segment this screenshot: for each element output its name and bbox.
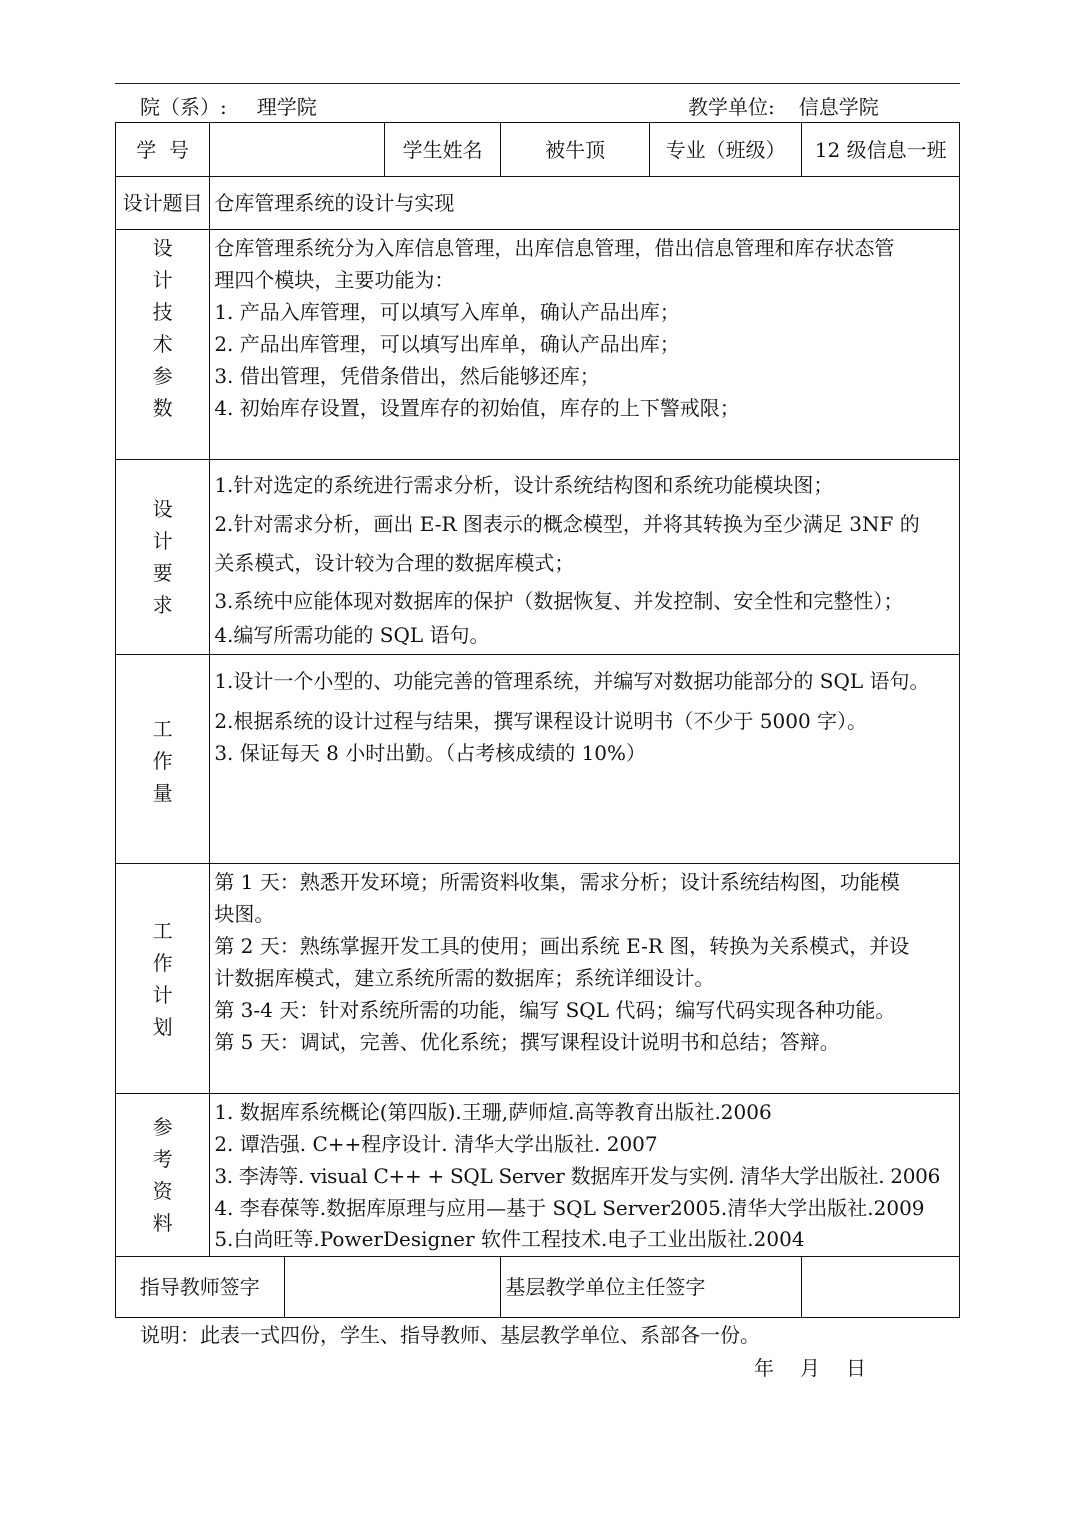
tech-line: 4. 初始库存设置，设置库存的初始值，库存的上下警戒限； (214, 396, 740, 420)
director-signature-field[interactable] (802, 1257, 960, 1318)
workload-content (210, 655, 960, 864)
requirement-line: 关系模式，设计较为合理的数据库模式； (214, 551, 575, 575)
department (140, 92, 317, 122)
director-signature-label: 基层教学单位主任签字 (501, 1257, 802, 1318)
month-label: 月 (800, 1356, 820, 1380)
tech-line: 3. 借出管理，凭借条借出，然后能够还库； (214, 364, 600, 388)
workload-row (116, 655, 960, 864)
workload-line: 2.根据系统的设计过程与结果，撰写课程设计说明书（不少于 5000 字）。 (214, 709, 868, 733)
requirement-line: 1.针对选定的系统进行需求分析，设计系统结构图和系统功能模块图； (214, 473, 834, 497)
work-plan-row (116, 864, 960, 1094)
references-row (116, 1094, 960, 1257)
plan-line: 第 3-4 天：针对系统所需的功能，编写 SQL 代码；编写代码实现各种功能。 (214, 998, 896, 1022)
tech-line: 2. 产品出库管理，可以填写出库单，确认产品出库； (214, 332, 680, 356)
requirements-content (210, 460, 960, 655)
tech-line: 理四个模块，主要功能为： (214, 268, 455, 292)
signature-row (116, 1257, 960, 1318)
tech-line: 仓库管理系统分为入库信息管理，出库信息管理，借出信息管理和库存状态管 (214, 236, 895, 260)
plan-line: 第 1 天：熟悉开发环境；所需资料收集，需求分析；设计系统结构图，功能模 (214, 870, 900, 894)
tech-params-content (210, 230, 960, 460)
requirement-line: 2.针对需求分析，画出 E-R 图表示的概念模型，并将其转换为至少满足 3NF 的 (214, 512, 920, 536)
student-id-field[interactable] (210, 123, 385, 177)
requirements-label: 设 计 要 求 (116, 460, 210, 655)
workload-label: 工 作 量 (116, 655, 210, 864)
department-value: 理学院 (256, 95, 317, 119)
task-form-table (115, 122, 960, 1318)
requirement-line: 3.系统中应能体现对数据库的保护（数据恢复、并发控制、安全性和完整性）； (214, 589, 904, 613)
tech-line: 1. 产品入库管理，可以填写入库单，确认产品出库； (214, 300, 680, 324)
requirement-line: 4.编写所需功能的 SQL 语句。 (214, 623, 490, 647)
workload-line: 3. 保证每天 8 小时出勤。（占考核成绩的 10%） (214, 741, 647, 765)
top-rule (115, 83, 960, 84)
topic-row (116, 177, 960, 230)
requirements-row (116, 460, 960, 655)
teaching-unit-label: 教学单位: (688, 95, 775, 119)
advisor-signature-label: 指导教师签字 (116, 1257, 285, 1318)
form-note: 说明：此表一式四份，学生、指导教师、基层教学单位、系部各一份。 (140, 1323, 760, 1347)
workload-line: 1.设计一个小型的、功能完善的管理系统，并编写对数据功能部分的 SQL 语句。 (214, 669, 930, 693)
major-class-value: 12 级信息一班 (802, 123, 960, 177)
day-label: 日 (846, 1356, 866, 1380)
references-label: 参 考 资 料 (116, 1094, 210, 1257)
reference-line: 2. 谭浩强. C++程序设计. 清华大学出版社. 2007 (214, 1132, 658, 1156)
tech-params-label: 设 计 技 术 参 数 (116, 230, 210, 460)
plan-line: 计数据库模式，建立系统所需的数据库；系统详细设计。 (214, 966, 715, 990)
work-plan-content (210, 864, 960, 1094)
major-class-label: 专业（班级） (649, 123, 802, 177)
form-header (115, 92, 960, 122)
topic-label: 设计题目 (116, 177, 210, 230)
work-plan-label: 工 作 计 划 (116, 864, 210, 1094)
student-id-label: 学 号 (116, 123, 210, 177)
plan-line: 第 5 天：调试，完善、优化系统；撰写课程设计说明书和总结；答辩。 (214, 1030, 840, 1054)
reference-line: 5.白尚旺等.PowerDesigner 软件工程技术.电子工业出版社.2004 (214, 1227, 805, 1251)
student-name-value: 被牛顶 (501, 123, 650, 177)
student-name-label: 学生姓名 (384, 123, 500, 177)
department-label: 院（系）: (140, 95, 227, 119)
teaching-unit (688, 92, 879, 122)
plan-line: 块图。 (214, 902, 275, 926)
year-label: 年 (754, 1356, 774, 1380)
tech-params-row (116, 230, 960, 460)
plan-line: 第 2 天：熟练掌握开发工具的使用；画出系统 E-R 图，转换为关系模式，并设 (214, 934, 910, 958)
references-content (210, 1094, 960, 1257)
topic-value: 仓库管理系统的设计与实现 (210, 177, 960, 230)
teaching-unit-value: 信息学院 (798, 95, 879, 119)
date-line (754, 1354, 892, 1382)
advisor-signature-field[interactable] (284, 1257, 501, 1318)
reference-line: 1. 数据库系统概论(第四版).王珊,萨师煊.高等教育出版社.2006 (214, 1100, 772, 1124)
student-row (116, 123, 960, 177)
reference-line: 3. 李涛等. visual C++ + SQL Server 数据库开发与实例. 清华大学出版社. 2006 (214, 1164, 941, 1188)
reference-line: 4. 李春葆等.数据库原理与应用—基于 SQL Server2005.清华大学出版社.2009 (214, 1196, 925, 1220)
